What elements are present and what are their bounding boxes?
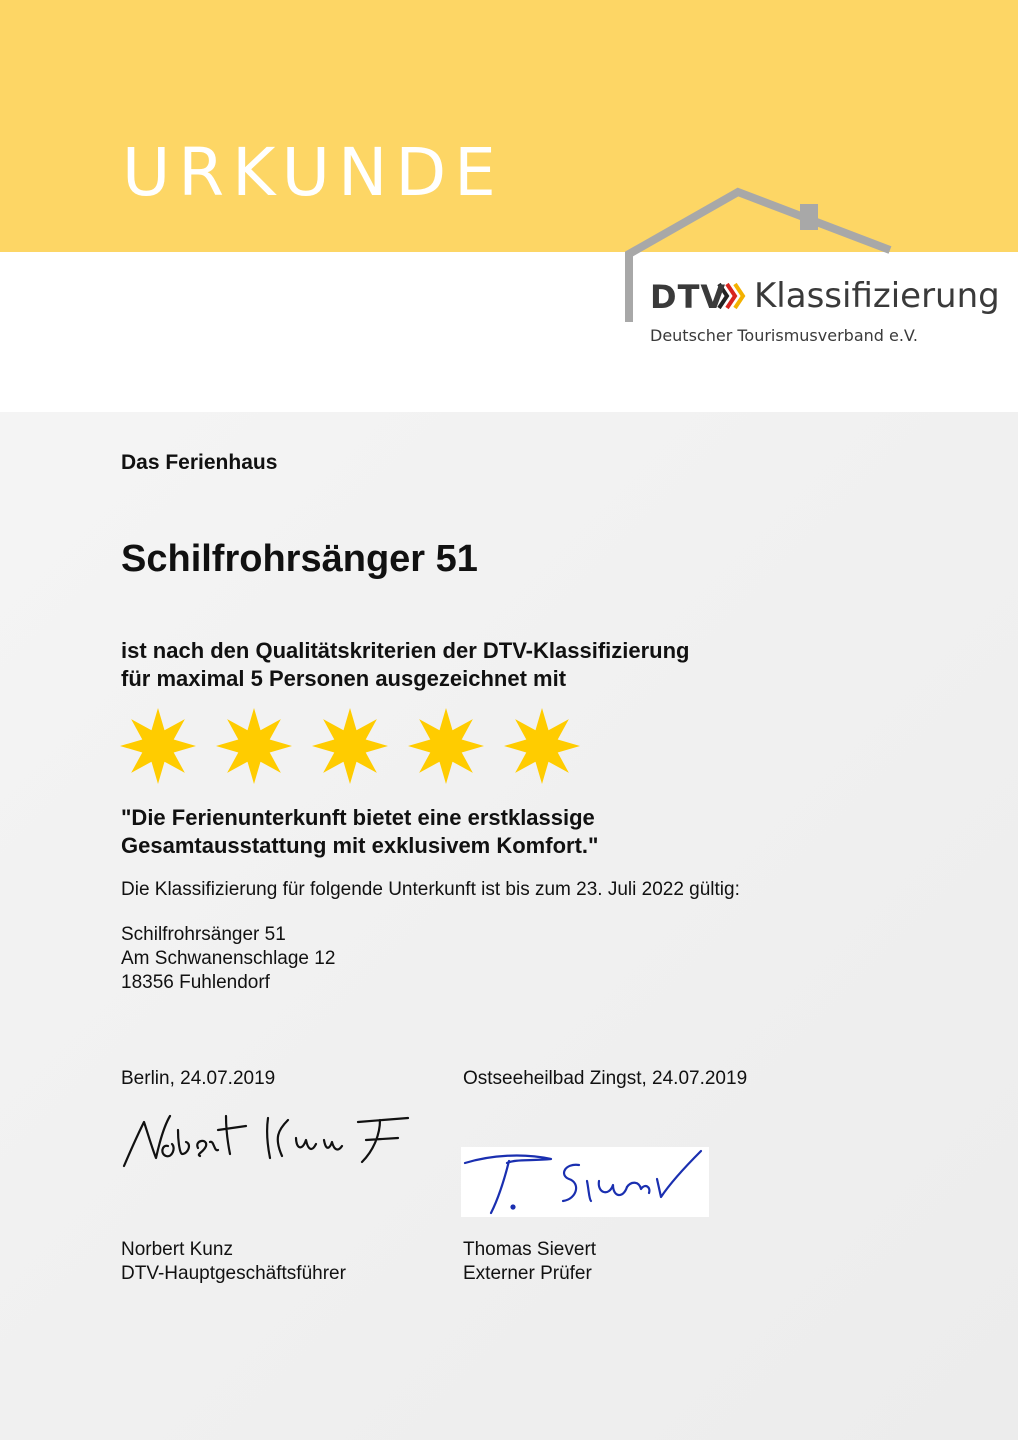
- criteria-text: [121, 637, 689, 693]
- address-line: Am Schwanenschlage 12: [121, 948, 336, 969]
- place-date-right: Ostseeheilbad Zingst, 24.07.2019: [463, 1068, 748, 1089]
- rating-quote: [121, 804, 598, 860]
- star-icon: [214, 706, 294, 786]
- signer-name: Norbert Kunz: [121, 1239, 233, 1260]
- signer-role: DTV-Hauptgeschäftsführer: [121, 1263, 346, 1284]
- star-icon: [502, 706, 582, 786]
- place-date-left: Berlin, 24.07.2019: [121, 1068, 276, 1089]
- star-icon: [406, 706, 486, 786]
- logo-subtitle: Deutscher Tourismusverband e.V.: [650, 326, 918, 345]
- validity-text: Die Klassifizierung für folgende Unterkunft ist bis zum 23. Juli 2022 gültig:: [121, 879, 740, 900]
- address-block: [121, 923, 335, 995]
- logo-dtv-text: DTV: [650, 278, 727, 316]
- signature-thomas-sievert: [461, 1147, 709, 1217]
- property-name: Schilfrohrsänger 51: [121, 538, 478, 580]
- dtv-logo: [620, 182, 1000, 352]
- quote-line-1: "Die Ferienunterkunft bietet eine erstklassige: [121, 805, 595, 830]
- signature-norbert-kunz: [118, 1100, 418, 1176]
- criteria-line-2: für maximal 5 Personen ausgezeichnet mit: [121, 666, 567, 691]
- page-title: URKUNDE: [122, 134, 504, 211]
- signer-role: Externer Prüfer: [463, 1263, 592, 1284]
- logo-klassifizierung-text: Klassifizierung: [754, 276, 1000, 316]
- star-icon: [118, 706, 198, 786]
- criteria-line-1: ist nach den Qualitätskriterien der DTV-Klassifizierung: [121, 638, 690, 663]
- address-line: Schilfrohrsänger 51: [121, 924, 286, 945]
- signer-right: [463, 1238, 596, 1286]
- star-rating: [118, 706, 588, 790]
- star-icon: [310, 706, 390, 786]
- address-line: 18356 Fuhlendorf: [121, 972, 270, 993]
- signer-left: [121, 1238, 346, 1286]
- lead-text: Das Ferienhaus: [121, 451, 278, 474]
- quote-line-2: Gesamtausstattung mit exklusivem Komfort.": [121, 833, 599, 858]
- signer-name: Thomas Sievert: [463, 1239, 597, 1260]
